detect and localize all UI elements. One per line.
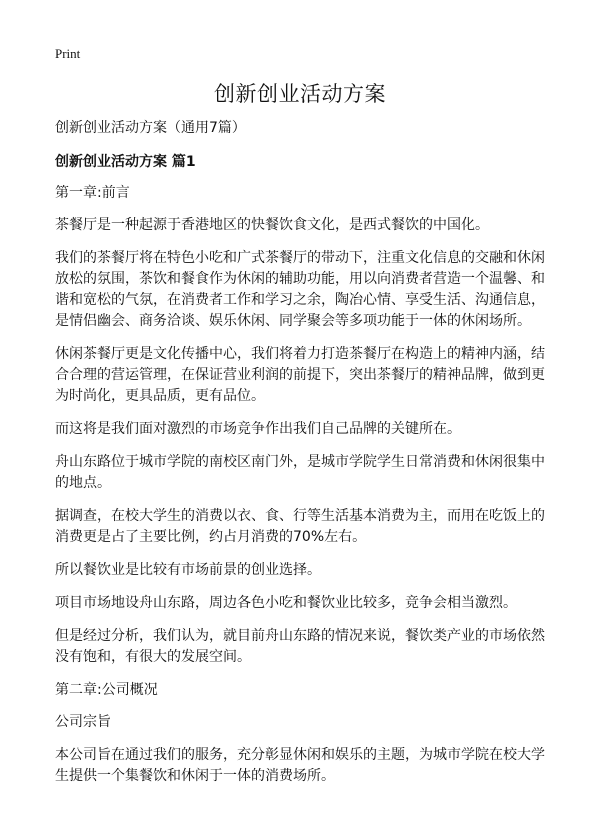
paragraph: 我们的茶餐厅将在特色小吃和广式茶餐厅的带动下，注重文化信息的交融和休闲放松的氛围，茶饮和餐食作为休闲的辅助功能，用以向消费者营造一个温馨、和谐和宽松的气氛，在消费者工作和学习之余，陶冶心情、享受生活、沟通信息，是情侣幽会、商务洽谈、娱乐休闲、同学聚会等多项功能于一体的休闲场所。	[55, 250, 545, 329]
document-title: 创新创业活动方案	[214, 82, 386, 106]
document-subtitle: 创新创业活动方案（通用7篇）	[55, 120, 246, 136]
paragraph: 而这将是我们面对激烈的市场竞争作出我们自己品牌的关键所在。	[55, 421, 461, 437]
paragraph: 但是经过分析，我们认为，就目前舟山东路的情况来说，餐饮类产业的市场依然没有饱和，有很大的发展空间。	[55, 628, 545, 665]
section-heading: 创新创业活动方案 篇1	[55, 154, 196, 170]
company-purpose-text: 本公司旨在通过我们的服务，充分彰显休闲和娱乐的主题，为城市学院在校大学生提供一个集餐饮和休闲于一体的消费场所。	[55, 747, 545, 784]
company-purpose-heading: 公司宗旨	[55, 714, 111, 730]
document-body	[55, 118, 547, 799]
chapter-heading-1: 第一章:前言	[55, 185, 130, 201]
paragraph: 所以餐饮业是比较有市场前景的创业选择。	[55, 562, 321, 578]
paragraph: 茶餐厅是一种起源于香港地区的快餐饮食文化，是西式餐饮的中国化。	[55, 217, 489, 233]
chapter-heading-2: 第二章:公司概况	[55, 682, 158, 698]
paragraph: 舟山东路位于城市学院的南校区南门外，是城市学院学生日常消费和休闲很集中的地点。	[55, 454, 545, 491]
paragraph: 项目市场地设舟山东路，周边各色小吃和餐饮业比较多，竞争会相当激烈。	[55, 595, 517, 611]
paragraph: 据调查，在校大学生的消费以衣、食、行等生活基本消费为主，而用在吃饭上的消费更是占了主要比例，约占月消费的70%左右。	[55, 508, 545, 545]
print-link[interactable]: Print	[55, 46, 81, 61]
paragraph: 休闲茶餐厅更是文化传播中心，我们将着力打造茶餐厅在构造上的精神内涵，结合合理的营运管理，在保证营业利润的前提下，突出茶餐厅的精神品牌，做到更为时尚化，更具品质，更有品位。	[55, 346, 545, 404]
